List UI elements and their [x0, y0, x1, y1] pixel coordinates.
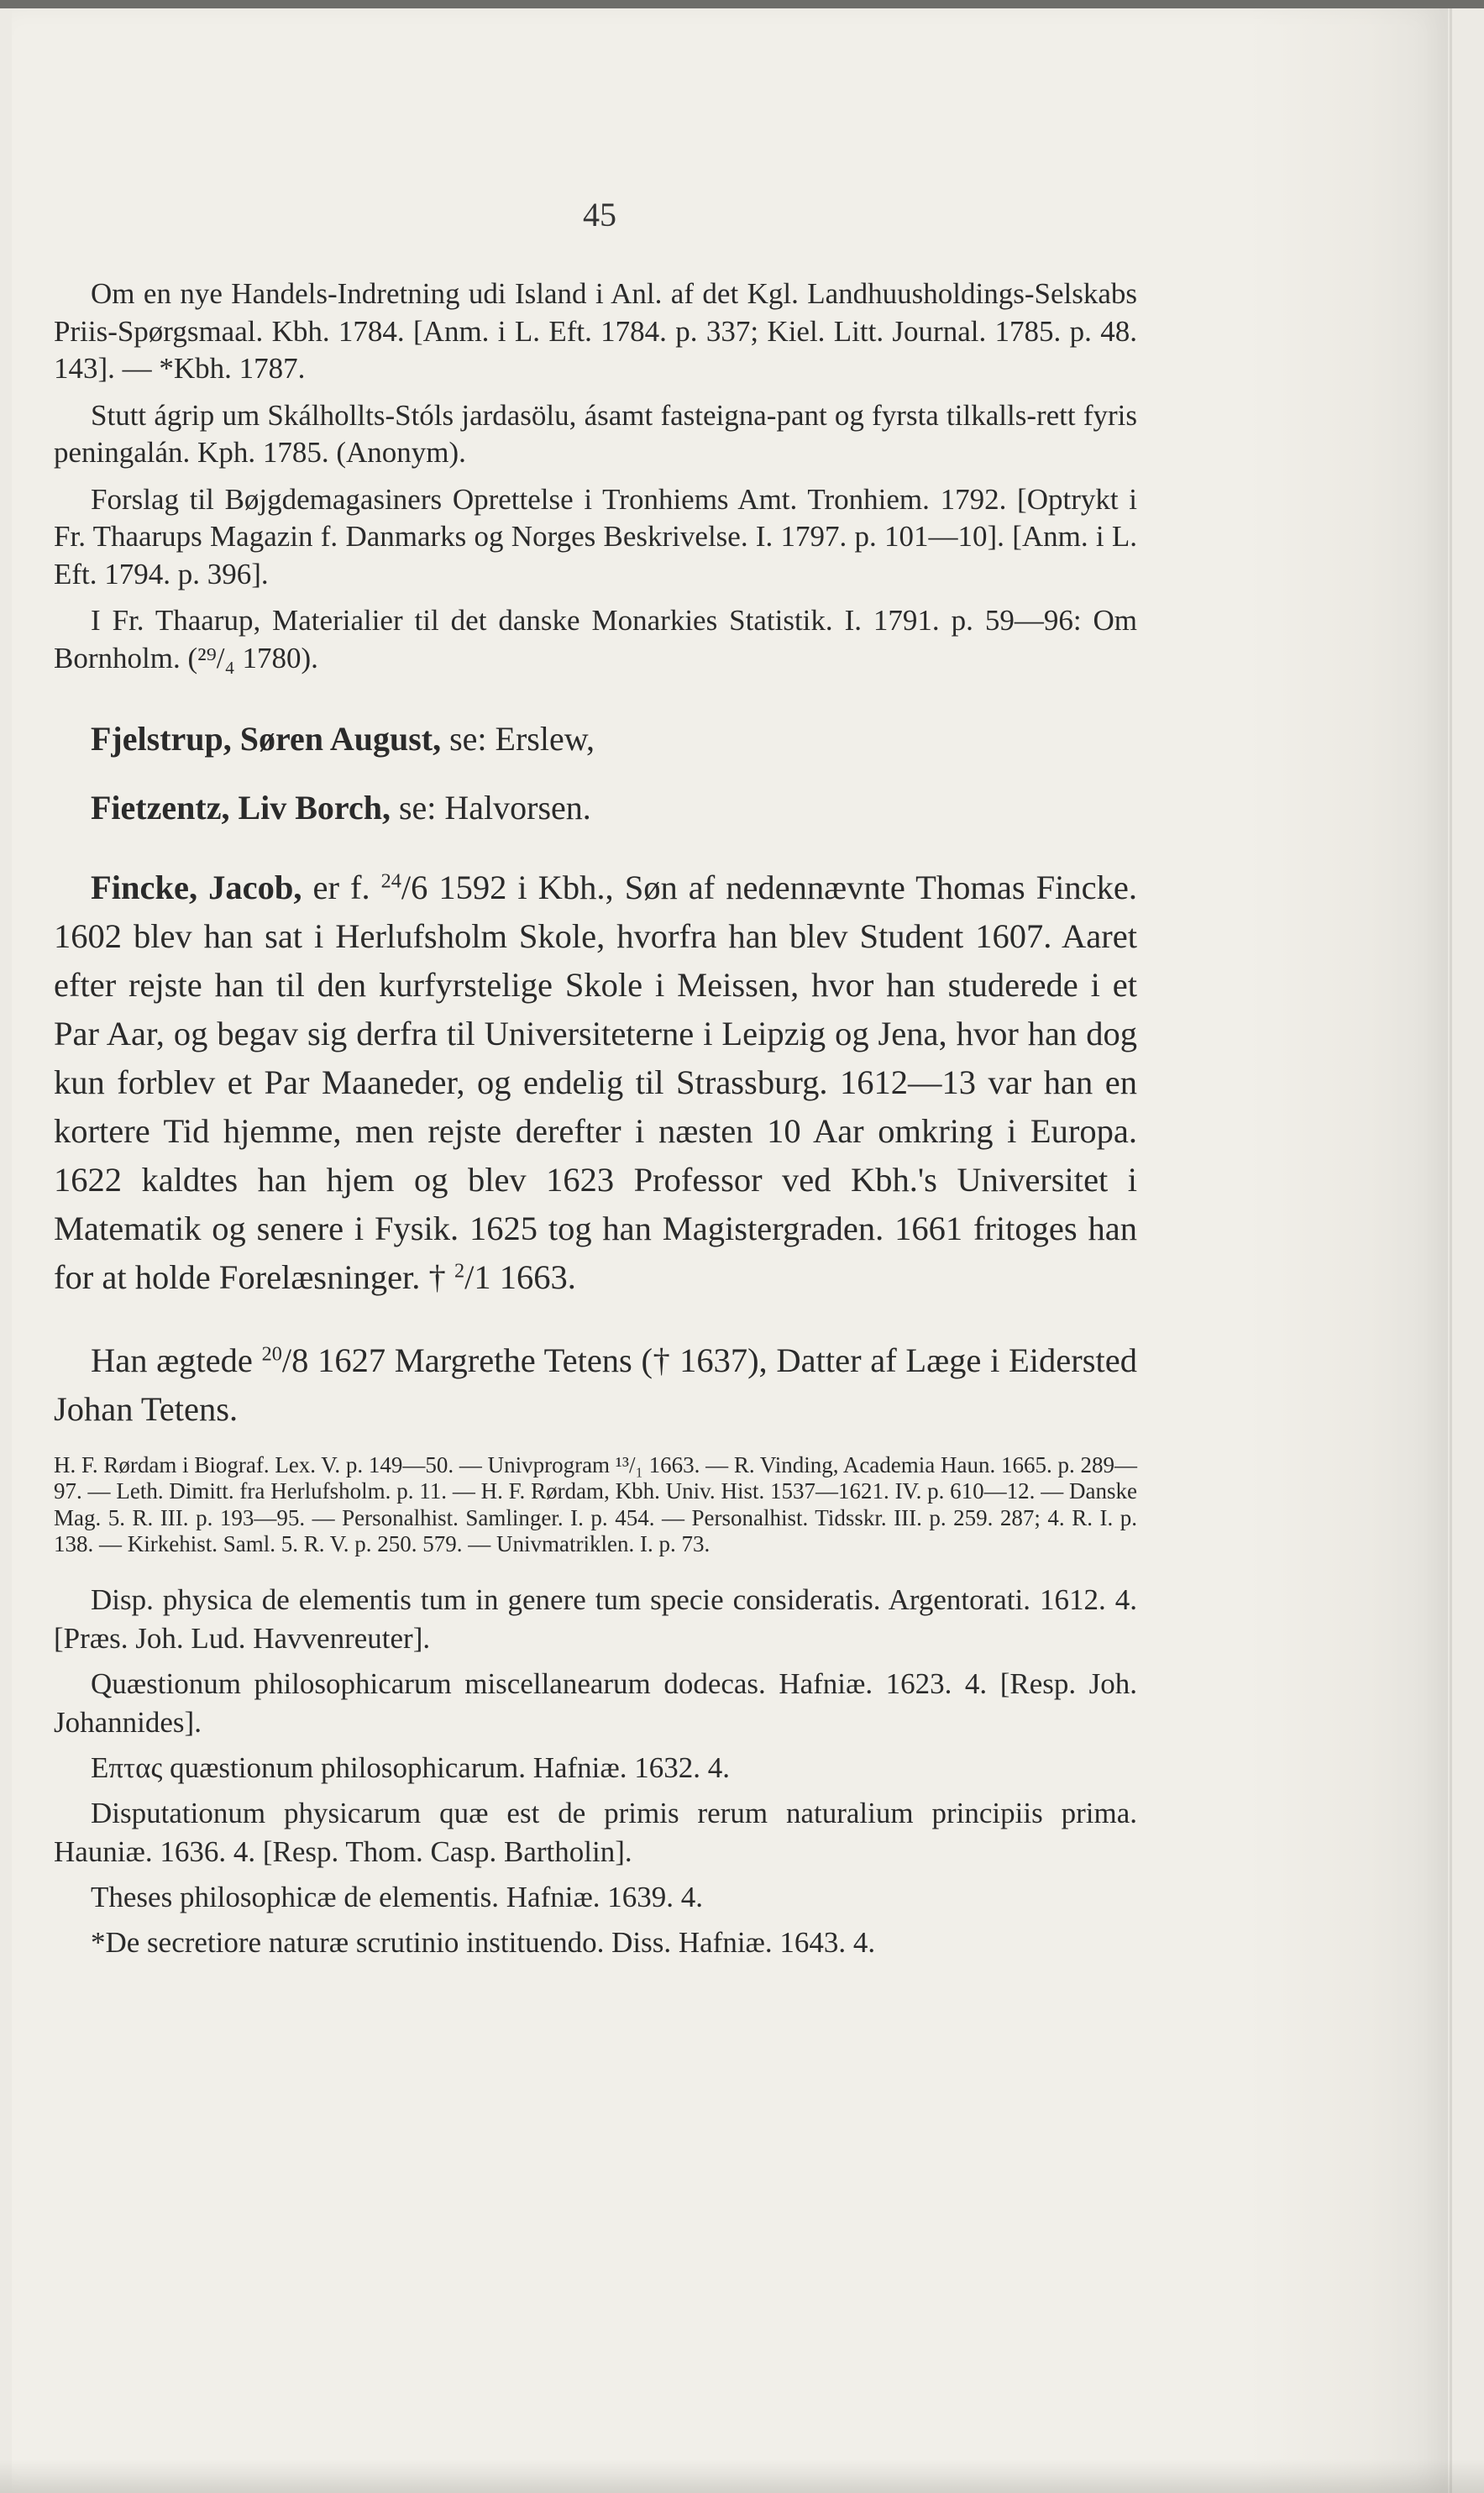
marriage-paragraph	[54, 1336, 1137, 1434]
text-column	[54, 276, 1137, 1969]
biography-entry	[54, 863, 1137, 1302]
cross-reference-fjelstrup	[54, 717, 1137, 761]
entry-born-prefix: er f.	[302, 869, 381, 906]
cross-reference-name: Fjelstrup, Søren August,	[91, 720, 442, 758]
cross-reference-target: se: Halvorsen.	[390, 789, 591, 827]
entry-headword: Fincke, Jacob,	[91, 869, 302, 906]
work-listing: *De secretiore naturæ scrutinio instituendo. Diss. Hafniæ. 1643. 4.	[91, 1925, 876, 1959]
entry-death-day: 2	[454, 1259, 465, 1283]
cross-reference-target: se: Erslew,	[441, 720, 595, 758]
work-listing: Disputationum physicarum quæ est de primis rerum naturalium principiis prima. Hauniæ. 1636. 4. [Resp. Thom. Casp. Bartholin].	[54, 1796, 1137, 1868]
entry-death-date: /1 1663.	[464, 1258, 576, 1296]
work-listing: Επτας quæstionum philosophicarum. Hafniæ. 1632. 4.	[91, 1750, 730, 1784]
page-bottom-edge	[0, 2459, 1484, 2493]
marriage-day: 20	[261, 1342, 282, 1366]
cross-reference-fietzentz	[54, 786, 1137, 830]
intro-paragraph: I Fr. Thaarup, Materialier til det danske Monarkies Statistik. I. 1791. p. 59—96: Om Bornholm. (²⁹/₄ 1780).	[54, 604, 1137, 674]
page-number: 45	[583, 196, 616, 234]
cross-reference-name: Fietzentz, Liv Borch,	[91, 789, 391, 827]
work-listing: Theses philosophicæ de elementis. Hafniæ. 1639. 4.	[91, 1880, 704, 1913]
work-listing: Disp. physica de elementis tum in genere tum specie consideratis. Argentorati. 1612. 4. [Præs. Joh. Lud. Havvenreuter].	[54, 1582, 1137, 1655]
intro-paragraph: Om en nye Handels-Indretning udi Island i Anl. af det Kgl. Landhuusholdings-Selskabs Priis-Spørgsmaal. Kbh. 1784. [Anm. i L. Eft. 1784. p. 337; Kiel. Litt. Journal. 1785. p. 48. 143]. — *Kbh. 1787.	[54, 277, 1137, 385]
references-block: H. F. Rørdam i Biograf. Lex. V. p. 149—50. — Univprogram ¹³/₁ 1663. — R. Vinding, Academia Haun. 1665. p. 289—97. — Leth. Dimitt. fra Herlufsholm. p. 11. — H. F. Rørdam, Kbh. Univ. Hist. 1537—1621. IV. p. 610—12. — Danske Mag. 5. R. III. p. 193—95. — Personalhist. Samlinger. I. p. 454. — Personalhist. Tidsskr. III. p. 259. 287; 4. R. I. p. 138. — Kirkehist. Saml. 5. R. V. p. 250. 579. — Univmatriklen. I. p. 73.	[54, 1451, 1137, 1556]
marriage-prefix: Han ægtede	[91, 1341, 262, 1379]
page-shading	[1246, 8, 1448, 2493]
book-page	[12, 8, 1452, 2493]
entry-born-day: 24	[380, 869, 401, 893]
marriage-text: /8 1627 Margrethe Tetens († 1637), Datter af Læge i Eidersted Johan Tetens.	[54, 1341, 1137, 1428]
work-listing: Quæstionum philosophicarum miscellanearum dodecas. Hafniæ. 1623. 4. [Resp. Joh. Johannides].	[54, 1666, 1137, 1739]
entry-biography-text: /6 1592 i Kbh., Søn af nedennævnte Thomas Fincke. 1602 blev han sat i Herlufsholm Skole, hvorfra han blev Student 1607. Aaret efter rejste han til den kurfyrstelige Skole i Meissen, hvor han studerede i et Par Aar, og begav sig derfra til Universiteterne i Leipzig og Jena, hvor han dog kun forblev et Par Maaneder, og endelig til Strassburg. 1612—13 var han en kortere Tid hjemme, men rejste derefter i næsten 10 Aar omkring i Europa. 1622 kaldtes han hjem og blev 1623 Professor ved Kbh.'s Universitet i Matematik og senere i Fysik. 1625 tog han Magistergraden. 1661 fritoges han for at holde Forelæsninger. †	[54, 869, 1137, 1296]
intro-paragraph: Forslag til Bøjgdemagasiners Oprettelse i Tronhiems Amt. Tronhiem. 1792. [Optrykt i Fr. Thaarups Magazin f. Danmarks og Norges Beskrivelse. I. 1797. p. 101—10]. [Anm. i L. Eft. 1794. p. 396].	[54, 482, 1137, 590]
intro-paragraph: Stutt ágrip um Skálhollts-Stóls jardasölu, ásamt fasteigna-pant og fyrsta tilkalls-rett fyris peningalán. Kph. 1785. (Anonym).	[54, 398, 1137, 469]
